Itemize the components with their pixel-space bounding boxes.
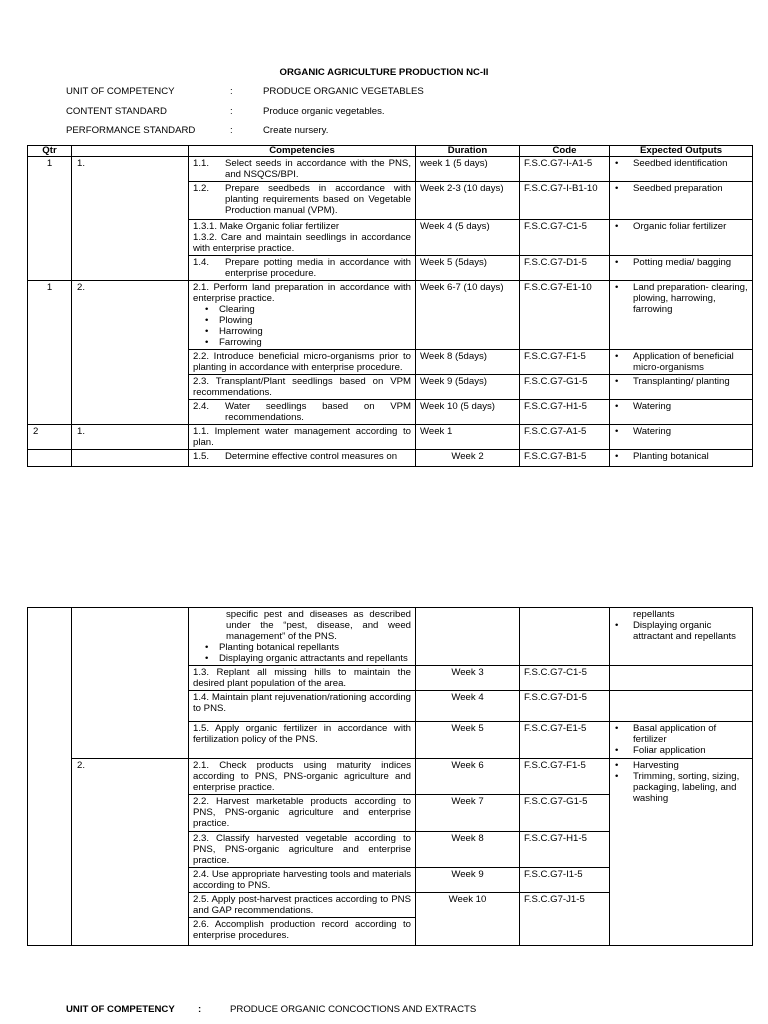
duration-cell: Week 6 (416, 759, 520, 795)
competency-cell: 1.1. Implement water management according to plan. (189, 425, 416, 450)
header-separator: : (230, 106, 233, 117)
duration-cell: Week 7 (416, 795, 520, 832)
output-cell (610, 608, 753, 666)
number-cell: 1. (72, 157, 189, 281)
duration-cell: Week 10 (5 days) (416, 400, 520, 425)
duration-cell: Week 2-3 (10 days) (416, 182, 520, 220)
column-header-expected-outputs: Expected Outputs (610, 146, 753, 157)
code-cell: F.S.C.G7-A1-5 (520, 425, 610, 450)
competency-text: Water seedlings based on VPM recommendations. (225, 401, 411, 423)
output-cell (610, 350, 753, 375)
duration-cell: Week 10 (416, 893, 520, 946)
competency-cell (189, 182, 416, 220)
bullet-item: • Plowing (207, 315, 411, 326)
code-cell: F.S.C.G7-E1-10 (520, 281, 610, 350)
competency-number: 1.5. (193, 451, 210, 462)
competency-cell: 2.2. Harvest marketable products according to PNS, PNS-organic agriculture and enterprise practice. (189, 795, 416, 832)
competency-text: Prepare potting media in accordance with enterprise procedure. (225, 257, 411, 279)
output-item: • Displaying organic attractant and repellants (614, 620, 748, 642)
duration-cell: Week 5 (5days) (416, 256, 520, 281)
bullet-item: • Farrowing (207, 337, 411, 348)
header-value: PRODUCE ORGANIC VEGETABLES (263, 86, 424, 97)
duration-cell: Week 8 (5days) (416, 350, 520, 375)
duration-cell: Week 2 (416, 450, 520, 467)
footer-label: UNIT OF COMPETENCY (66, 1004, 175, 1015)
competency-text: Prepare seedbeds in accordance with planting requirements based on Vegetable Production manual (VPM). (225, 183, 411, 216)
qtr-cell: 2 (28, 425, 72, 450)
header-label: UNIT OF COMPETENCY (66, 86, 175, 97)
competency-cell: 1.3. Replant all missing hills to maintain the desired plant population of the area. (189, 666, 416, 691)
code-cell: F.S.C.G7-I1-5 (520, 868, 610, 893)
competency-cell (189, 450, 416, 467)
competency-cell (189, 400, 416, 425)
competency-text: Select seeds in accordance with the PNS, and NSQCS/BPI. (225, 158, 411, 180)
code-cell: F.S.C.G7-I-B1-10 (520, 182, 610, 220)
header-separator: : (230, 86, 233, 97)
competency-number: 1.4. (193, 257, 210, 268)
competency-text: 1.3.1. Make Organic foliar fertilizer (193, 221, 340, 232)
duration-cell: Week 1 (416, 425, 520, 450)
output-continuation: repellants (633, 609, 675, 620)
output-cell (610, 256, 753, 281)
output-item: • Potting media/ bagging (614, 257, 748, 268)
competency-cell: 2.4. Use appropriate harvesting tools and materials according to PNS. (189, 868, 416, 893)
duration-cell: Week 6-7 (10 days) (416, 281, 520, 350)
number-cell (72, 608, 189, 759)
qtr-cell: 1 (28, 281, 72, 425)
output-cell (610, 759, 753, 946)
bullet-item: • Harrowing (207, 326, 411, 337)
competency-bullets (193, 304, 411, 348)
number-cell: 2. (72, 281, 189, 425)
code-cell: F.S.C.G7-H1-5 (520, 832, 610, 868)
duration-cell (416, 608, 520, 666)
code-cell: F.S.C.G7-F1-5 (520, 759, 610, 795)
competency-cell: 2.5. Apply post-harvest practices according to PNS and GAP recommendations. (189, 893, 416, 918)
output-item: • Land preparation- clearing, plowing, harrowing, farrowing (614, 282, 748, 315)
number-cell: 1. (72, 425, 189, 450)
output-cell (610, 666, 753, 691)
competency-cell (189, 281, 416, 350)
table-row (28, 425, 753, 450)
output-item: • Foliar application (614, 745, 748, 756)
competency-cell: 2.1. Check products using maturity indices according to PNS, PNS-organic agriculture and enterprise practice. (189, 759, 416, 795)
duration-cell: Week 9 (416, 868, 520, 893)
competency-text: 1.3.2. Care and maintain seedlings in accordance with enterprise practice. (193, 232, 411, 254)
header-separator: : (230, 125, 233, 136)
output-cell (610, 220, 753, 256)
competency-cell: 2.2. Introduce beneficial micro-organisms prior to planting in accordance with enterprise procedure. (189, 350, 416, 375)
competency-bullets (193, 642, 411, 664)
output-item: • Trimming, sorting, sizing, packaging, labeling, and washing (614, 771, 748, 804)
competency-cell (189, 157, 416, 182)
competency-cell: 2.3. Classify harvested vegetable according to PNS, PNS-organic agriculture and enterprise practice. (189, 832, 416, 868)
qtr-cell (28, 450, 72, 467)
competency-cell (189, 220, 416, 256)
column-header-competencies: Competencies (189, 146, 416, 157)
competency-cell: 1.4. Maintain plant rejuvenation/rationing according to PNS. (189, 691, 416, 722)
duration-cell: Week 4 (5 days) (416, 220, 520, 256)
output-item: • Basal application of fertilizer (614, 723, 748, 745)
qtr-cell: 1 (28, 157, 72, 281)
code-cell: F.S.C.G7-E1-5 (520, 722, 610, 759)
output-cell (610, 281, 753, 350)
duration-cell: week 1 (5 days) (416, 157, 520, 182)
code-cell: F.S.C.G7-C1-5 (520, 666, 610, 691)
competency-number: 1.1. (193, 158, 210, 169)
competency-cell (189, 256, 416, 281)
output-item: • Planting botanical (614, 451, 748, 462)
output-item: • Seedbed preparation (614, 183, 748, 194)
output-item: • Watering (614, 401, 748, 412)
output-cell (610, 400, 753, 425)
footer-unit-row (66, 1004, 626, 1016)
curriculum-table-page2 (27, 607, 753, 946)
number-cell: 2. (72, 759, 189, 946)
output-cell (610, 425, 753, 450)
code-cell (520, 608, 610, 666)
table-row (28, 281, 753, 350)
output-item: • Transplanting/ planting (614, 376, 748, 387)
competency-text: 2.1. Perform land preparation in accordance with enterprise practice. (193, 282, 411, 304)
header-row-unit (66, 86, 586, 98)
code-cell: F.S.C.G7-C1-5 (520, 220, 610, 256)
output-item: • Application of beneficial micro-organisms (614, 351, 748, 373)
competency-text: specific pest and diseases as described under the “pest, disease, and weed management” of the PNS. (226, 609, 411, 642)
duration-cell: Week 4 (416, 691, 520, 722)
table-row (28, 608, 753, 666)
competency-number: 2.4. (193, 401, 210, 412)
code-cell: F.S.C.G7-J1-5 (520, 893, 610, 946)
competency-cell (189, 608, 416, 666)
output-item: • Organic foliar fertilizer (614, 221, 748, 232)
table-row (28, 759, 753, 795)
output-cell (610, 450, 753, 467)
qtr-cell (28, 608, 72, 946)
table-header-row (28, 146, 753, 157)
duration-cell: Week 9 (5days) (416, 375, 520, 400)
code-cell: F.S.C.G7-F1-5 (520, 350, 610, 375)
code-cell: F.S.C.G7-D1-5 (520, 691, 610, 722)
output-cell (610, 722, 753, 759)
header-label: CONTENT STANDARD (66, 106, 167, 117)
competency-cell: 1.5. Apply organic fertilizer in accordance with fertilization policy of the PNS. (189, 722, 416, 759)
table-row (28, 157, 753, 182)
code-cell: F.S.C.G7-G1-5 (520, 795, 610, 832)
output-cell (610, 157, 753, 182)
code-cell: F.S.C.G7-D1-5 (520, 256, 610, 281)
column-header-qtr: Qtr (28, 146, 72, 157)
code-cell: F.S.C.G7-H1-5 (520, 400, 610, 425)
column-header-duration: Duration (416, 146, 520, 157)
code-cell: F.S.C.G7-I-A1-5 (520, 157, 610, 182)
bullet-item: • Clearing (207, 304, 411, 315)
duration-cell: Week 5 (416, 722, 520, 759)
curriculum-table-page1 (27, 145, 753, 467)
competency-text: Determine effective control measures on (225, 451, 398, 462)
table-row (28, 450, 753, 467)
output-item: • Seedbed identification (614, 158, 748, 169)
competency-cell: 2.6. Accomplish production record according to enterprise procedures. (189, 918, 416, 946)
output-cell (610, 375, 753, 400)
header-value: Create nursery. (263, 125, 329, 136)
output-cell (610, 691, 753, 722)
bullet-item: • Planting botanical repellants (207, 642, 411, 653)
footer-separator: : (198, 1004, 202, 1015)
duration-cell: Week 8 (416, 832, 520, 868)
code-cell: F.S.C.G7-B1-5 (520, 450, 610, 467)
code-cell: F.S.C.G7-G1-5 (520, 375, 610, 400)
output-item: • Watering (614, 426, 748, 437)
bullet-item: • Displaying organic attractants and repellants (207, 653, 411, 664)
competency-number: 1.2. (193, 183, 210, 194)
column-header-number (72, 146, 189, 157)
header-row-content (66, 106, 586, 118)
number-cell (72, 450, 189, 467)
header-label: PERFORMANCE STANDARD (66, 125, 196, 136)
footer-value: PRODUCE ORGANIC CONCOCTIONS AND EXTRACTS (230, 1004, 477, 1015)
column-header-code: Code (520, 146, 610, 157)
duration-cell: Week 3 (416, 666, 520, 691)
header-value: Produce organic vegetables. (263, 106, 385, 117)
header-row-performance (66, 125, 586, 137)
output-cell (610, 182, 753, 220)
competency-cell: 2.3. Transplant/Plant seedlings based on VPM recommendations. (189, 375, 416, 400)
document-title: ORGANIC AGRICULTURE PRODUCTION NC-II (279, 67, 489, 78)
output-item: • Harvesting (614, 760, 748, 771)
